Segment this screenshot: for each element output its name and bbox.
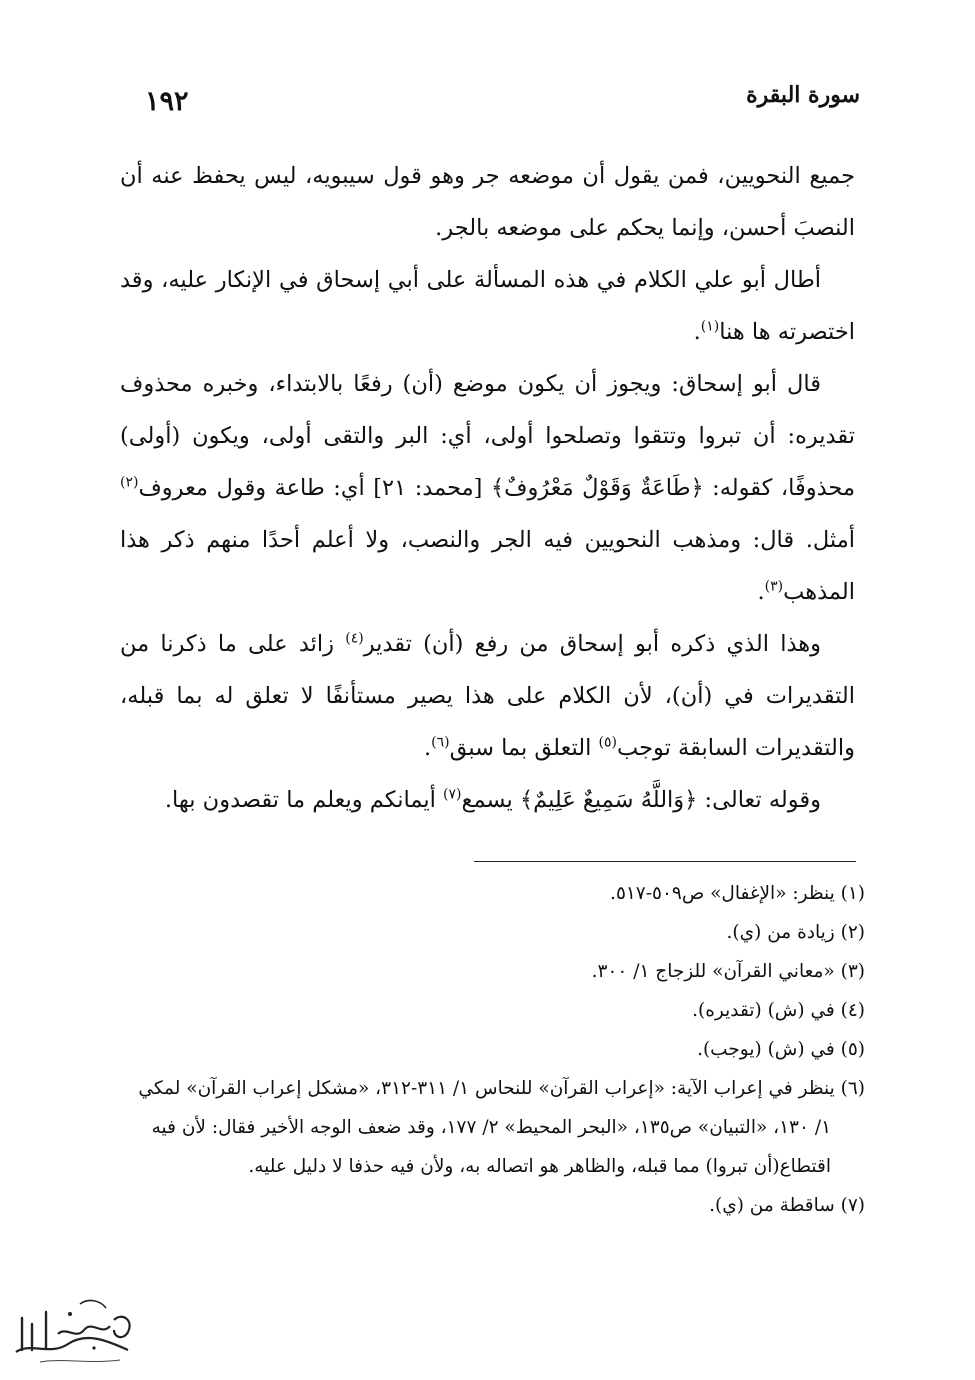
footnote-7: (٧) ساقطة من (ي). xyxy=(709,1195,865,1216)
paragraph-4-text-a: وهذا الذي ذكره أبو إسحاق من رفع (أن) تقدير xyxy=(363,631,821,657)
footnote-ref-3: (٣) xyxy=(764,578,784,595)
paragraph-3-text-a: قال أبو إسحاق: ويجوز أن يكون موضع (أن) رفعًا بالابتداء، وخبره محذوف تقديره: أن تبروا وتتقوا وتصلحوا أولى، أي: البر والتقى أولى، ويكون (أولى) محذوفًا، كقوله: ﴿طَاعَةٌ وَقَوْلٌ مَعْرُوفٌ﴾ [محمد: ٢١] أي: طاعة وقول معروف xyxy=(120,371,855,501)
watermark-logo-icon xyxy=(10,1290,142,1370)
footnote-ref-5: (٥) xyxy=(598,734,617,751)
footnote-separator xyxy=(474,861,856,862)
paragraph-4-text-b: زائد على ما ذكرنا من التقديرات في (أن)، لأن الكلام على هذا يصير مستأنفًا لا تعلق له بما قبله، والتقديرات السابقة توجب xyxy=(120,631,855,761)
footnotes xyxy=(120,874,865,1225)
footnote-4: (٤) في (ش) (تقديره). xyxy=(692,1000,865,1021)
main-text xyxy=(120,150,855,826)
paragraph-4-text-c: التعلق بما سبق xyxy=(449,735,599,761)
footnote-ref-4: (٤) xyxy=(345,630,364,647)
page-number: ١٩٢ xyxy=(145,86,189,117)
paragraph-1 xyxy=(120,150,855,254)
footnote-ref-7: (٧) xyxy=(443,786,462,803)
paragraph-1-text: جميع النحويين، فمن يقول أن موضعه جر وهو قول سيبويه، ليس يحفظ عنه أن النصبَ أحسن، وإنما يحكم على موضعه بالجر. xyxy=(120,163,855,241)
paragraph-2 xyxy=(120,254,855,358)
paragraph-5 xyxy=(120,774,855,826)
footnote-ref-6: (٦) xyxy=(431,734,450,751)
paragraph-3 xyxy=(120,358,855,618)
footnote-ref-1: (١) xyxy=(700,318,720,335)
footnote-1: (١) ينظر: «الإغفال» ص٥٠٩-٥١٧. xyxy=(610,883,865,904)
footnote-6: (٦) ينظر في إعراب الآية: «إعراب القرآن» للنحاس ١/ ٣١١-٣١٢، «مشكل إعراب القرآن» لمكي ١/ ١٣٠، «التبيان» ص١٣٥، «البحر المحيط» ٢/ ١٧٧، وقد ضعف الوجه الأخير فقال: لأن فيه اقتطاع(أن تبروا) مما قبله، والظاهر هو اتصاله به، ولأن فيه حذفا لا دليل عليه. xyxy=(138,1078,865,1177)
paragraph-3-end: . xyxy=(757,579,765,605)
page-header xyxy=(120,80,860,120)
surah-title: سورة البقرة xyxy=(746,82,860,108)
paragraph-4 xyxy=(120,618,855,774)
footnote-3: (٣) «معاني القرآن» للزجاج ١/ ٣٠٠. xyxy=(591,961,865,982)
paragraph-5-text-a: وقوله تعالى: ﴿وَاللَّهُ سَمِيعٌ عَلِيمٌ﴾ يسمع xyxy=(461,787,821,813)
paragraph-2-text: أطال أبو علي الكلام في هذه المسألة على أبي إسحاق في الإنكار عليه، وقد اختصرته ها هنا xyxy=(120,267,855,345)
paragraph-4-end: . xyxy=(423,735,432,761)
paragraph-5-text-b: أيمانكم ويعلم ما تقصدون بها. xyxy=(164,787,443,813)
footnote-2: (٢) زيادة من (ي). xyxy=(726,922,865,943)
footnote-5: (٥) في (ش) (يوجب). xyxy=(697,1039,865,1060)
paragraph-3-text-b: أمثل. قال: ومذهب النحويين فيه الجر والنصب، ولا أعلم أحدًا منهم ذكر هذا المذهب xyxy=(120,527,855,605)
footnote-ref-2: (٢) xyxy=(120,474,139,491)
paragraph-2-end: . xyxy=(693,319,701,345)
